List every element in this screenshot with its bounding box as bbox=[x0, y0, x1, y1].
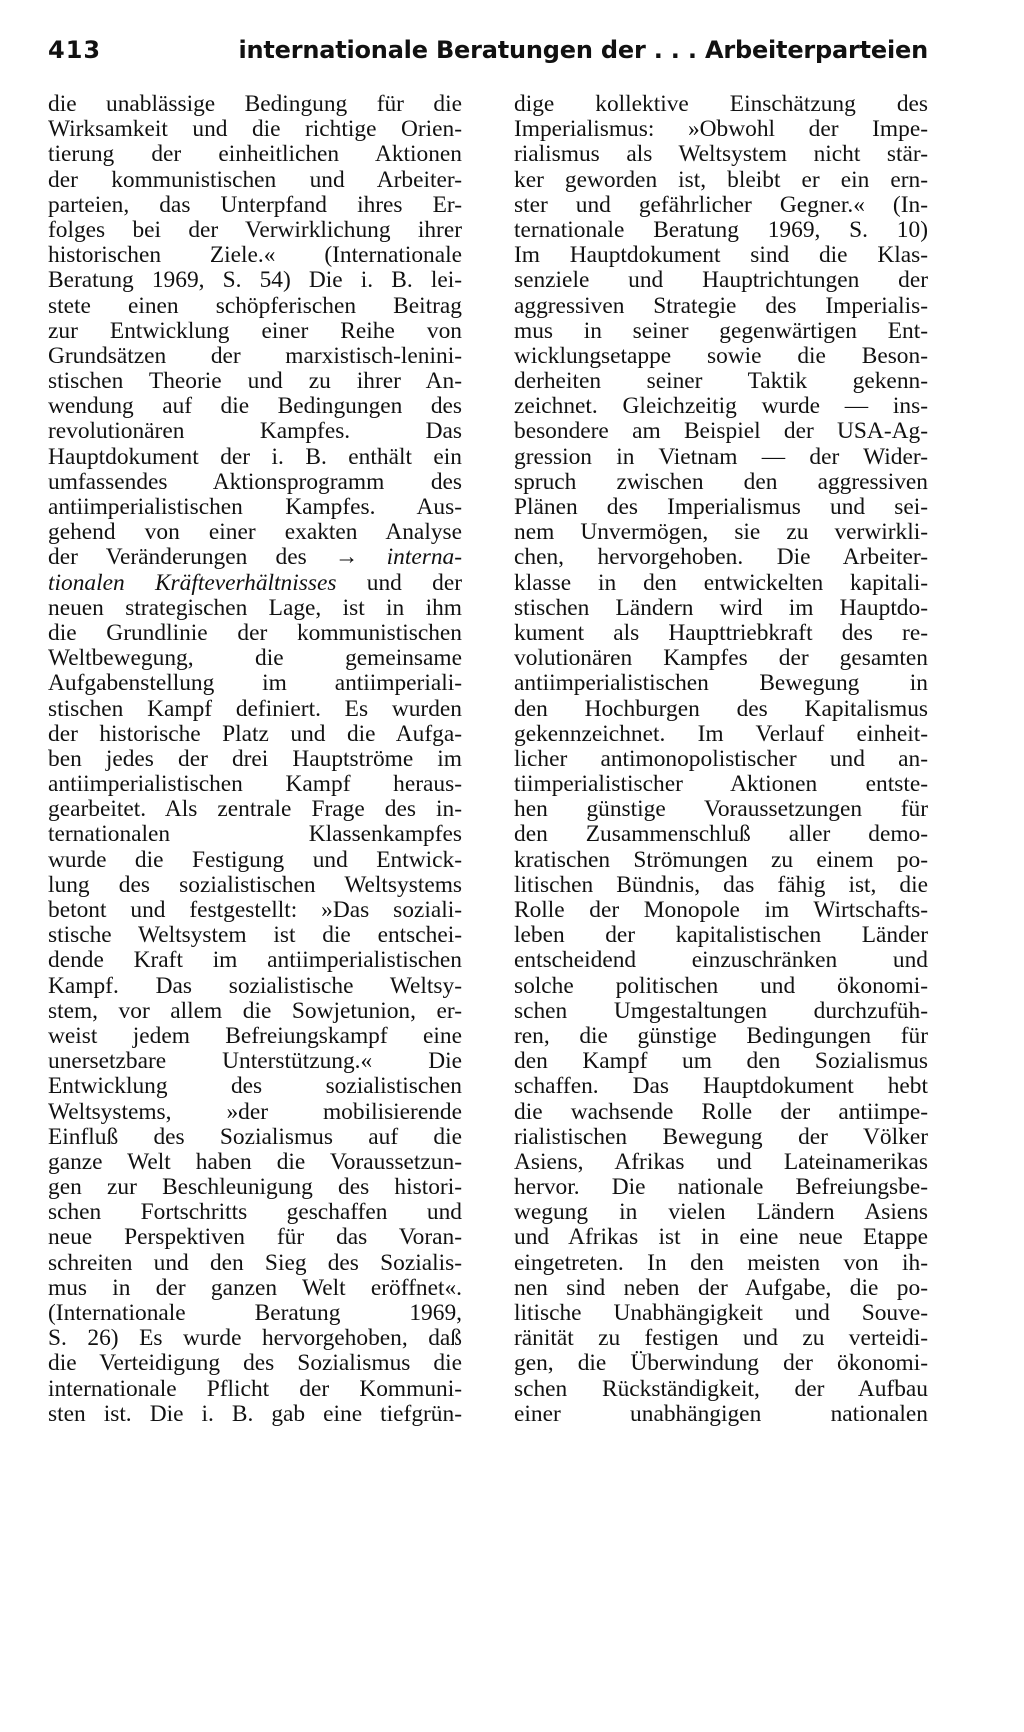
text-line: sten ist. Die i. B. gab eine tiefgrün- bbox=[48, 1401, 462, 1427]
text-line: Weltbewegung, die gemeinsame bbox=[48, 646, 462, 672]
text-line: lung des sozialistischen Weltsystems bbox=[48, 872, 462, 898]
text-line: betont und festgestellt: »Das soziali- bbox=[48, 898, 462, 923]
text-line: dende Kraft im antiimperialistischen bbox=[48, 948, 462, 974]
text-line: und Afrikas ist in eine neue Etappe bbox=[514, 1225, 928, 1251]
text-line: Weltsystems, »der mobilisierende bbox=[48, 1099, 462, 1125]
text-line: licher antimonopolistischer und an- bbox=[514, 746, 928, 772]
text-line: Grundsätzen der marxistisch-lenini- bbox=[48, 343, 462, 369]
text-line: die Grundlinie der kommunistischen bbox=[48, 620, 462, 646]
text-line: einer unabhängigen nationalen bbox=[514, 1401, 928, 1427]
text-line: litischen Bündnis, das fähig ist, die bbox=[514, 872, 928, 898]
text-line: dige kollektive Einschätzung des bbox=[514, 92, 928, 117]
text-line: stischen Ländern wird im Hauptdo- bbox=[514, 595, 928, 621]
text-line: der kommunistischen und Arbeiter- bbox=[48, 167, 462, 193]
text-line: der historische Platz und die Aufga- bbox=[48, 721, 462, 747]
text-line: Wirksamkeit und die richtige Orien- bbox=[48, 117, 462, 143]
text-line: ren, die günstige Bedingungen für bbox=[514, 1023, 928, 1049]
text-line: revolutionären Kampfes. Das bbox=[48, 419, 462, 445]
text-line: antiimperialistischen Kampfes. Aus- bbox=[48, 495, 462, 520]
text-line: litische Unabhängigkeit und Souve- bbox=[514, 1301, 928, 1326]
text-line: tierung der einheitlichen Aktionen bbox=[48, 142, 462, 168]
text-line: volutionären Kampfes der gesamten bbox=[514, 646, 928, 672]
text-line: stete einen schöpferischen Beitrag bbox=[48, 293, 462, 319]
text-line: Plänen des Imperialismus und sei- bbox=[514, 495, 928, 520]
text-line bbox=[48, 545, 462, 570]
text-line: nen sind neben der Aufgabe, die po- bbox=[514, 1275, 928, 1301]
text-line: aggressiven Strategie des Imperialis- bbox=[514, 293, 928, 319]
text-line: unersetzbare Unterstützung.« Die bbox=[48, 1049, 462, 1075]
text-line: schen Fortschritts geschaffen und bbox=[48, 1200, 462, 1226]
text-line: gekennzeichnet. Im Verlauf einheit- bbox=[514, 721, 928, 747]
text-line: hervor. Die nationale Befreiungsbe- bbox=[514, 1175, 928, 1201]
text-line: weist jedem Befreiungskampf eine bbox=[48, 1023, 462, 1049]
text-line: antiimperialistischen Bewegung in bbox=[514, 671, 928, 697]
text-line: stische Weltsystem ist die entschei- bbox=[48, 923, 462, 949]
text-line: Einfluß des Sozialismus auf die bbox=[48, 1124, 462, 1150]
text-line: ster und gefährlicher Gegner.« (In- bbox=[514, 192, 928, 218]
text-line: gen, die Überwindung der ökonomi- bbox=[514, 1351, 928, 1377]
text-line: antiimperialistischen Kampf heraus- bbox=[48, 772, 462, 798]
text-line: (Internationale Beratung 1969, bbox=[48, 1301, 462, 1326]
text-line: schaffen. Das Hauptdokument hebt bbox=[514, 1074, 928, 1100]
text-line: stischen Kampf definiert. Es wurden bbox=[48, 696, 462, 722]
page-number: 413 bbox=[48, 36, 102, 64]
running-head-title: internationale Beratungen der . . . Arbeiterparteien bbox=[238, 36, 928, 64]
text-line: wicklungsetappe sowie die Beson- bbox=[514, 343, 928, 369]
text-line: schreiten und den Sieg des Sozialis- bbox=[48, 1250, 462, 1276]
text-line: den Kampf um den Sozialismus bbox=[514, 1049, 928, 1075]
text-line: leben der kapitalistischen Länder bbox=[514, 923, 928, 949]
text-line: gearbeitet. Als zentrale Frage des in- bbox=[48, 797, 462, 823]
text-line: rialismus als Weltsystem nicht stär- bbox=[514, 142, 928, 168]
text-line: schen Umgestaltungen durchzufüh- bbox=[514, 998, 928, 1024]
text-line: hen günstige Voraussetzungen für bbox=[514, 797, 928, 823]
text-line: ränität zu festigen und zu verteidi- bbox=[514, 1326, 928, 1352]
text-line: spruch zwischen den aggressiven bbox=[514, 469, 928, 495]
running-head bbox=[48, 36, 928, 88]
text-line: die wachsende Rolle der antiimpe- bbox=[514, 1099, 928, 1125]
text-line: ternationalen Klassenkampfes bbox=[48, 822, 462, 848]
text-line: stischen Theorie und zu ihrer An- bbox=[48, 369, 462, 395]
text-line: parteien, das Unterpfand ihres Er- bbox=[48, 192, 462, 218]
text-line: Entwicklung des sozialistischen bbox=[48, 1074, 462, 1100]
text-line: klasse in den entwickelten kapitali- bbox=[514, 570, 928, 596]
text-line: wendung auf die Bedingungen des bbox=[48, 394, 462, 420]
text-line: gression in Vietnam — der Wider- bbox=[514, 444, 928, 470]
text-line: die Verteidigung des Sozialismus die bbox=[48, 1351, 462, 1377]
text-line: umfassendes Aktionsprogramm des bbox=[48, 469, 462, 495]
text-line: Hauptdokument der i. B. enthält ein bbox=[48, 444, 462, 470]
text-line: zeichnet. Gleichzeitig wurde — ins- bbox=[514, 394, 928, 420]
text-line: wurde die Festigung und Entwick- bbox=[48, 847, 462, 873]
left-column bbox=[48, 92, 462, 1427]
text-line: tiimperialistischer Aktionen entste- bbox=[514, 772, 928, 798]
text-line: neue Perspektiven für das Voran- bbox=[48, 1225, 462, 1251]
text-line: Aufgabenstellung im antiimperiali- bbox=[48, 671, 462, 697]
text-line: S. 26) Es wurde hervorgehoben, daß bbox=[48, 1326, 462, 1352]
text-line: Beratung 1969, S. 54) Die i. B. lei- bbox=[48, 268, 462, 294]
text-line: Kampf. Das sozialistische Weltsy- bbox=[48, 973, 462, 999]
right-column bbox=[514, 92, 928, 1427]
text-line: rialistischen Bewegung der Völker bbox=[514, 1124, 928, 1150]
text-line: stem, vor allem die Sowjetunion, er- bbox=[48, 998, 462, 1024]
text-line: Imperialismus: »Obwohl der Impe- bbox=[514, 117, 928, 143]
cross-reference: interna- bbox=[386, 545, 462, 571]
cross-reference: tionalen Kräfteverhältnisses bbox=[48, 570, 337, 596]
text-line: kratischen Strömungen zu einem po- bbox=[514, 847, 928, 873]
text-line: eingetreten. In den meisten von ih- bbox=[514, 1250, 928, 1276]
document-page bbox=[48, 36, 928, 1696]
text-line: nem Unvermögen, sie zu verwirkli- bbox=[514, 520, 928, 546]
text-line: Asiens, Afrikas und Lateinamerikas bbox=[514, 1149, 928, 1175]
text-line: internationale Pflicht der Kommuni- bbox=[48, 1376, 462, 1402]
text-line: Rolle der Monopole im Wirtschafts- bbox=[514, 898, 928, 923]
text-line: entscheidend einzuschränken und bbox=[514, 948, 928, 974]
text-line: den Zusammenschluß aller demo- bbox=[514, 822, 928, 848]
text-line: ternationale Beratung 1969, S. 10) bbox=[514, 217, 928, 243]
text-segment: und der bbox=[336, 570, 462, 596]
text-line: gen zur Beschleunigung des histori- bbox=[48, 1175, 462, 1201]
text-line: chen, hervorgehoben. Die Arbeiter- bbox=[514, 545, 928, 571]
text-line: solche politischen und ökonomi- bbox=[514, 973, 928, 999]
text-line: senziele und Hauptrichtungen der bbox=[514, 268, 928, 294]
text-line: ker geworden ist, bleibt er ein ern- bbox=[514, 167, 928, 193]
text-columns bbox=[48, 92, 928, 1427]
text-line: wegung in vielen Ländern Asiens bbox=[514, 1200, 928, 1226]
text-segment: der Veränderungen des → bbox=[48, 545, 387, 571]
text-line: Im Hauptdokument sind die Klas- bbox=[514, 243, 928, 269]
text-line: mus in der ganzen Welt eröffnet«. bbox=[48, 1275, 462, 1301]
text-line: mus in seiner gegenwärtigen Ent- bbox=[514, 318, 928, 344]
text-line: neuen strategischen Lage, ist in ihm bbox=[48, 595, 462, 621]
text-line: besondere am Beispiel der USA-Ag- bbox=[514, 419, 928, 445]
text-line: zur Entwicklung einer Reihe von bbox=[48, 318, 462, 344]
text-line: ganze Welt haben die Voraussetzun- bbox=[48, 1149, 462, 1175]
text-line: derheiten seiner Taktik gekenn- bbox=[514, 369, 928, 395]
text-line: ben jedes der drei Hauptströme im bbox=[48, 746, 462, 772]
text-line: historischen Ziele.« (Internationale bbox=[48, 243, 462, 269]
text-line: folges bei der Verwirklichung ihrer bbox=[48, 217, 462, 243]
text-line: kument als Haupttriebkraft des re- bbox=[514, 620, 928, 646]
text-line: schen Rückständigkeit, der Aufbau bbox=[514, 1376, 928, 1402]
text-line: die unablässige Bedingung für die bbox=[48, 92, 462, 117]
text-line: den Hochburgen des Kapitalismus bbox=[514, 696, 928, 722]
text-line bbox=[48, 571, 462, 596]
text-line: gehend von einer exakten Analyse bbox=[48, 520, 462, 546]
